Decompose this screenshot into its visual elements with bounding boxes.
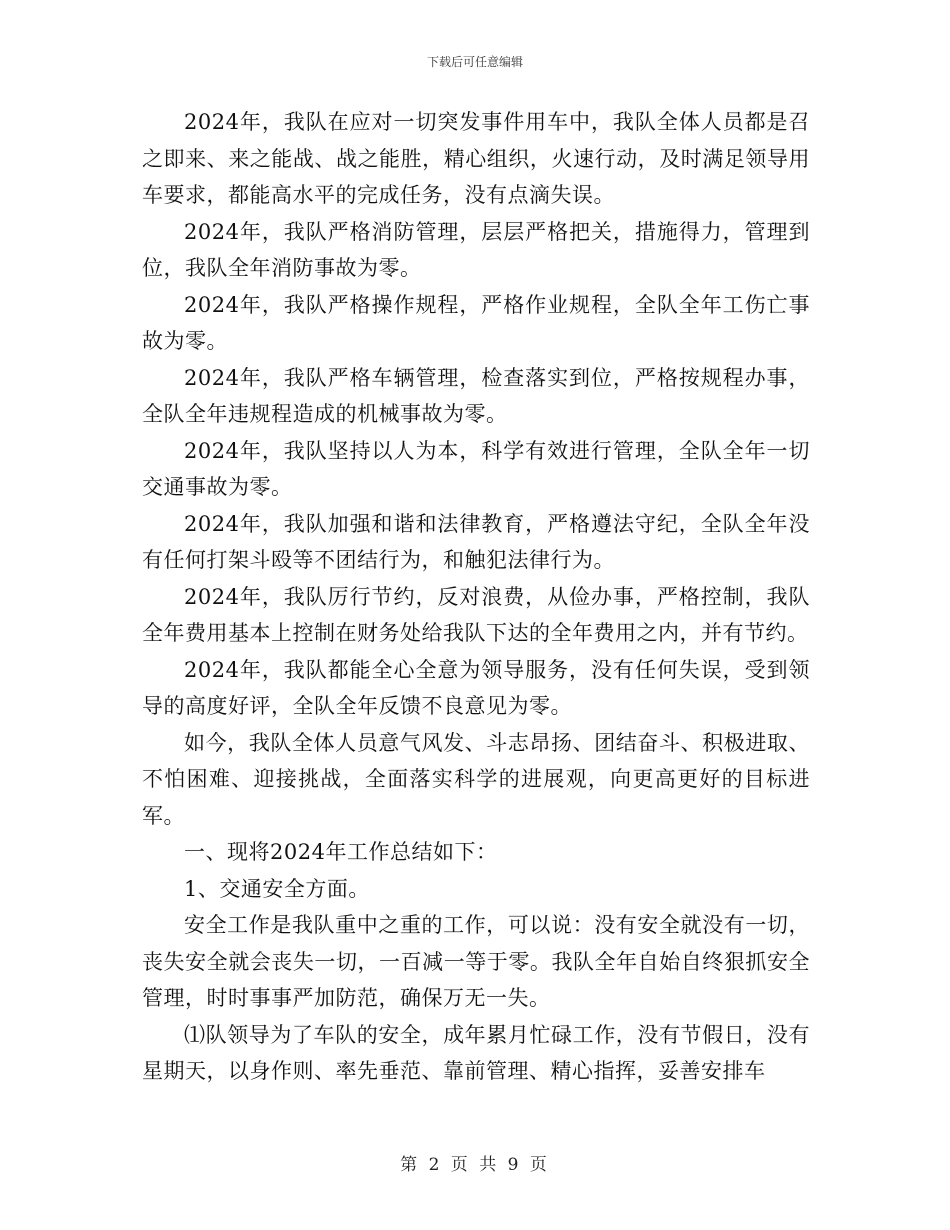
paragraph: 2024年，我队都能全心全意为领导服务，没有任何失误，受到领导的高度好评，全队全年反馈不良意见为零。 (142, 657, 810, 718)
paragraph: 2024年，我队严格车辆管理，检查落实到位，严格按规程办事，全队全年违规程造成的机械事故为零。 (142, 365, 810, 426)
paragraph: 安全工作是我队重中之重的工作，可以说：没有安全就没有一切，丧失安全就会丧失一切，一百减一等于零。我队全年自始自终狠抓安全管理，时时事事严加防范，确保万无一失。 (142, 913, 810, 1010)
paragraph: 2024年，我队厉行节约，反对浪费，从俭办事，严格控制，我队全年费用基本上控制在财务处给我队下达的全年费用之内，并有节约。 (142, 584, 810, 645)
paragraph: 2024年，我队严格操作规程，严格作业规程，全队全年工伤亡事故为零。 (142, 292, 810, 353)
page-number: 第 2 页 共 9 页 (400, 1155, 550, 1175)
paragraph: ⑴队领导为了车队的安全，成年累月忙碌工作，没有节假日，没有星期天，以身作则、率先垂范、靠前管理、精心指挥，妥善安排车 (142, 1022, 810, 1083)
paragraph: 2024年，我队坚持以人为本，科学有效进行管理，全队全年一切交通事故为零。 (142, 438, 810, 499)
document-body (142, 104, 810, 1090)
subsection-heading: 1、交通安全方面。 (184, 876, 370, 901)
paragraph: 2024年，我队加强和谐和法律教育，严格遵法守纪，全队全年没有任何打架斗殴等不团结行为，和触犯法律行为。 (142, 511, 810, 572)
paragraph: 2024年，我队严格消防管理，层层严格把关，措施得力，管理到位，我队全年消防事故为零。 (142, 219, 810, 280)
section-heading: 一、现将2024年工作总结如下： (184, 840, 498, 864)
page-header-note: 下载后可任意编辑 (426, 55, 523, 69)
paragraph: 2024年，我队在应对一切突发事件用车中，我队全体人员都是召之即来、来之能战、战之能胜，精心组织，火速行动，及时满足领导用车要求，都能高水平的完成任务，没有点滴失误。 (142, 110, 810, 207)
paragraph: 如今，我队全体人员意气风发、斗志昂扬、团结奋斗、积极进取、不怕困难、迎接挑战，全面落实科学的进展观，向更高更好的目标进军。 (142, 730, 810, 828)
